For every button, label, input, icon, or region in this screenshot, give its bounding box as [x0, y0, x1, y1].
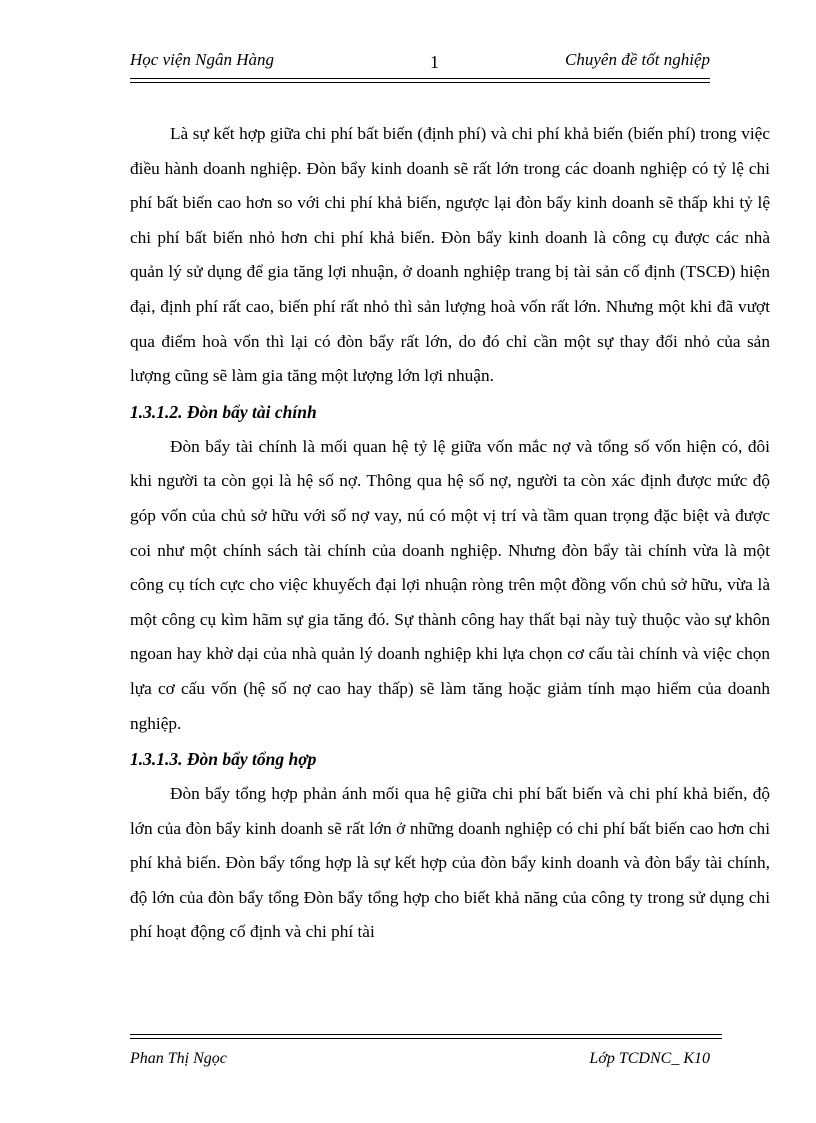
footer-rule-bottom	[130, 1038, 722, 1039]
page-number: 1	[430, 52, 439, 72]
header-institution: Học viện Ngân Hàng	[130, 50, 275, 69]
paragraph-operating-leverage: Là sự kết hợp giữa chi phí bất biến (định phí) và chi phí khả biến (biến phí) trong việc điều hành doanh nghiệp. Đòn bẩy kinh doanh sẽ rất lớn trong các doanh nghiệp có tỷ lệ chi phí bất biến cao hơn so với chi phí khả biến, ngược lại đòn bẩy kinh doanh sẽ thấp khi tỷ lệ chi phí bất biến nhỏ hơn chi phí khả biến. Đòn bẩy kinh doanh là công cụ được các nhà quản lý sử dụng để gia tăng lợi nhuận, ở doanh nghiệp trang bị tài sản cố định (TSCĐ) hiện đại, định phí rất cao, biến phí rất nhỏ thì sản lượng hoà vốn rất lớn. Nhưng một khi đã vượt qua điểm hoà vốn thì lại có đòn bẩy rất lớn, do đó chỉ cần một sự thay đổi nhỏ của sản lượng cũng sẽ làm gia tăng một lượng lớn lợi nhuận.	[130, 124, 770, 386]
header-document-type: Chuyên đề tốt nghiệp	[565, 50, 710, 69]
header-rule-bottom	[130, 82, 710, 83]
header-rule-top	[130, 78, 710, 79]
footer-class: Lớp TCDNC_ K10	[589, 1050, 710, 1067]
section-heading-total-leverage: 1.3.1.3. Đòn bẩy tổng hợp	[130, 749, 317, 770]
paragraph-total-leverage: Đòn bẩy tổng hợp phản ánh mối qua hệ giữa chi phí bất biến và chi phí khả biến, độ lớn của đòn bẩy kinh doanh sẽ rất lớn ở những doanh nghiệp có chi phí bất biến cao hơn chi phí khả biến. Đòn bẩy tổng hợp là sự kết hợp của đòn bẩy kinh doanh và đòn bẩy tài chính, độ lớn của đòn bẩy tổng Đòn bẩy tổng hợp cho biết khả năng của công ty trong sử dụng chi phí hoạt động cố định và chi phí tài	[130, 784, 770, 942]
section-heading-financial-leverage: 1.3.1.2. Đòn bẩy tài chính	[130, 401, 317, 422]
page-footer	[130, 1050, 710, 1076]
page-body	[130, 117, 770, 950]
paragraph-financial-leverage: Đòn bẩy tài chính là mối quan hệ tỷ lệ giữa vốn mắc nợ và tổng số vốn hiện có, đôi khi người ta còn gọi là hệ số nợ. Thông qua hệ số nợ, người ta còn xác định được mức độ góp vốn của chủ sở hữu với số nợ vay, nú có một vị trí và tầm quan trọng đặc biệt và được coi như một chính sách tài chính của doanh nghiệp. Nhưng đòn bẩy tài chính vừa là một công cụ tích cực cho việc khuyếch đại lợi nhuận ròng trên một đồng vốn chủ sở hữu, vừa là một công cụ kìm hãm sự gia tăng đó. Sự thành công hay thất bại này tuỳ thuộc vào sự khôn ngoan hay khờ dại của nhà quản lý doanh nghiệp khi lựa chọn cơ cấu tài chính và việc chọn lựa cơ cấu vốn (hệ số nợ cao hay thấp) sẽ làm tăng hoặc giảm tính mạo hiểm của doanh nghiệp.	[130, 436, 770, 733]
page-header	[130, 50, 710, 76]
footer-rule-top	[130, 1034, 722, 1035]
footer-author: Phan Thị Ngọc	[130, 1050, 227, 1067]
